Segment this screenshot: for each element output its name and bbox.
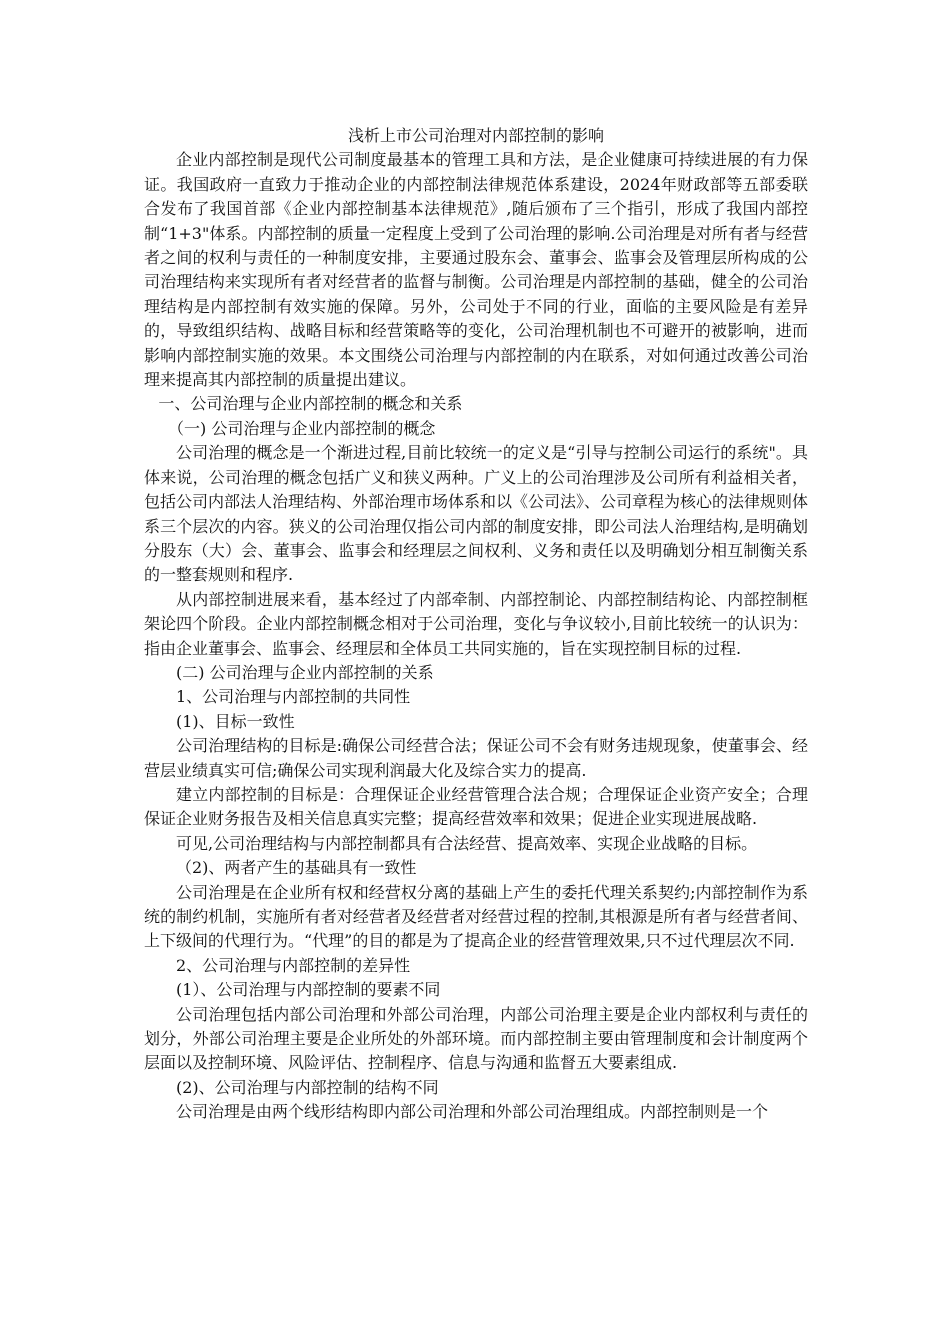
document-title: 浅析上市公司治理对内部控制的影响	[347, 126, 604, 145]
paragraph-internal-control-concept: 从内部控制进展来看，基本经过了内部牵制、内部控制论、内部控制结构论、内部控制框架论四个阶段。企业内部控制概念相对于公司治理，变化与争议较小,目前比较统一的认识为：指由企业董事会、监事会、经理层和全体员工共同实施的，旨在实现控制目标的过程.	[144, 589, 808, 658]
item-heading-basis: （2)、两者产生的基础具有一致性	[176, 858, 417, 878]
item-heading-structure: (2)、公司治理与内部控制的结构不同	[176, 1077, 439, 1097]
paragraph-conclusion-goal: 可见,公司治理结构与内部控制都具有合法经营、提高效率、实现企业战略的目标。	[176, 833, 758, 853]
point-heading-commonality: 1、公司治理与内部控制的共同性	[176, 687, 411, 707]
item-heading-goal: (1)、目标一致性	[176, 711, 295, 731]
paragraph-governance-concept: 公司治理的概念是一个渐进过程,目前比较统一的定义是“引导与控制公司运行的系统"。具体来说，公司治理的概念包括广义和狭义两种。广义上的公司治理涉及公司所有利益相关者，包括公司内部法人治理结构、外部治理市场体系和以《公司法》、公司章程为核心的法律规则体系三个层次的内容。狭义的公司治理仅指公司内部的制度安排，即公司法人治理结构,是明确划分股东（大）会、董事会、监事会和经理层之间权利、义务和责任以及明确划分相互制衡关系的一整套规则和程序.	[144, 443, 809, 585]
paragraph-control-goal: 建立内部控制的目标是：合理保证企业经营管理合法合规；合理保证企业资产安全；合理保证企业财务报告及相关信息真实完整；提高经营效率和效果；促进企业实现进展战略.	[144, 784, 808, 829]
paragraph-elements: 公司治理包括内部公司治理和外部公司治理，内部公司治理主要是企业内部权利与责任的划分，外部公司治理主要是企业所处的外部环境。而内部控制主要由管理制度和会计制度两个层面以及控制环境、风险评估、控制程序、信息与沟通和监督五大要素组成.	[144, 1004, 808, 1073]
paragraph-basis: 公司治理是在企业所有权和经营权分离的基础上产生的委托代理关系契约;内部控制作为系统的制约机制，实施所有者对经营者及经营者对经营过程的控制,其根源是所有者与经营者间、上下级间的代理行为。“代理”的目的都是为了提高企业的经营管理效果,只不过代理层次不同.	[144, 882, 808, 951]
paragraph-intro: 企业内部控制是现代公司制度最基本的管理工具和方法，是企业健康可持续进展的有力保证。我国政府一直致力于推动企业的内部控制法律规范体系建设，2024年财政部等五部委联合发布了我国首部《企业内部控制基本法律规范》,随后颁布了三个指引，形成了我国内部控制“1+3"体系。内部控制的质量一定程度上受到了公司治理的影响.公司治理是对所有者与经营者之间的权利与责任的一种制度安排，主要通过股东会、董事会、监事会及管理层所构成的公司治理结构来实现所有者对经营者的监督与制衡。公司治理是内部控制的基础，健全的公司治理结构是内部控制有效实施的保障。另外，公司处于不同的行业，面临的主要风险是有差异的，导致组织结构、战略目标和经营策略等的变化，公司治理机制也不可避开的被影响，进而影响内部控制实施的效果。本文围绕公司治理与内部控制的内在联系，对如何通过改善公司治理来提高其内部控制的质量提出建议。	[144, 150, 808, 390]
section-heading-1: 一、公司治理与企业内部控制的概念和关系	[158, 394, 463, 414]
paragraph-governance-goal: 公司治理结构的目标是:确保公司经营合法；保证公司不会有财务违规现象，使董事会、经营层业绩真实可信;确保公司实现利润最大化及综合实力的提高.	[144, 736, 808, 780]
item-heading-elements: (1）、公司治理与内部控制的要素不同	[176, 980, 441, 1000]
subsection-heading-1: （一) 公司治理与企业内部控制的概念	[168, 418, 436, 438]
paragraph-structure: 公司治理是由两个线形结构即内部公司治理和外部公司治理组成。内部控制则是一个	[176, 1102, 769, 1122]
point-heading-difference: 2、公司治理与内部控制的差异性	[176, 955, 411, 975]
subsection-heading-2: (二) 公司治理与企业内部控制的关系	[176, 662, 434, 682]
document-page	[144, 124, 808, 1125]
